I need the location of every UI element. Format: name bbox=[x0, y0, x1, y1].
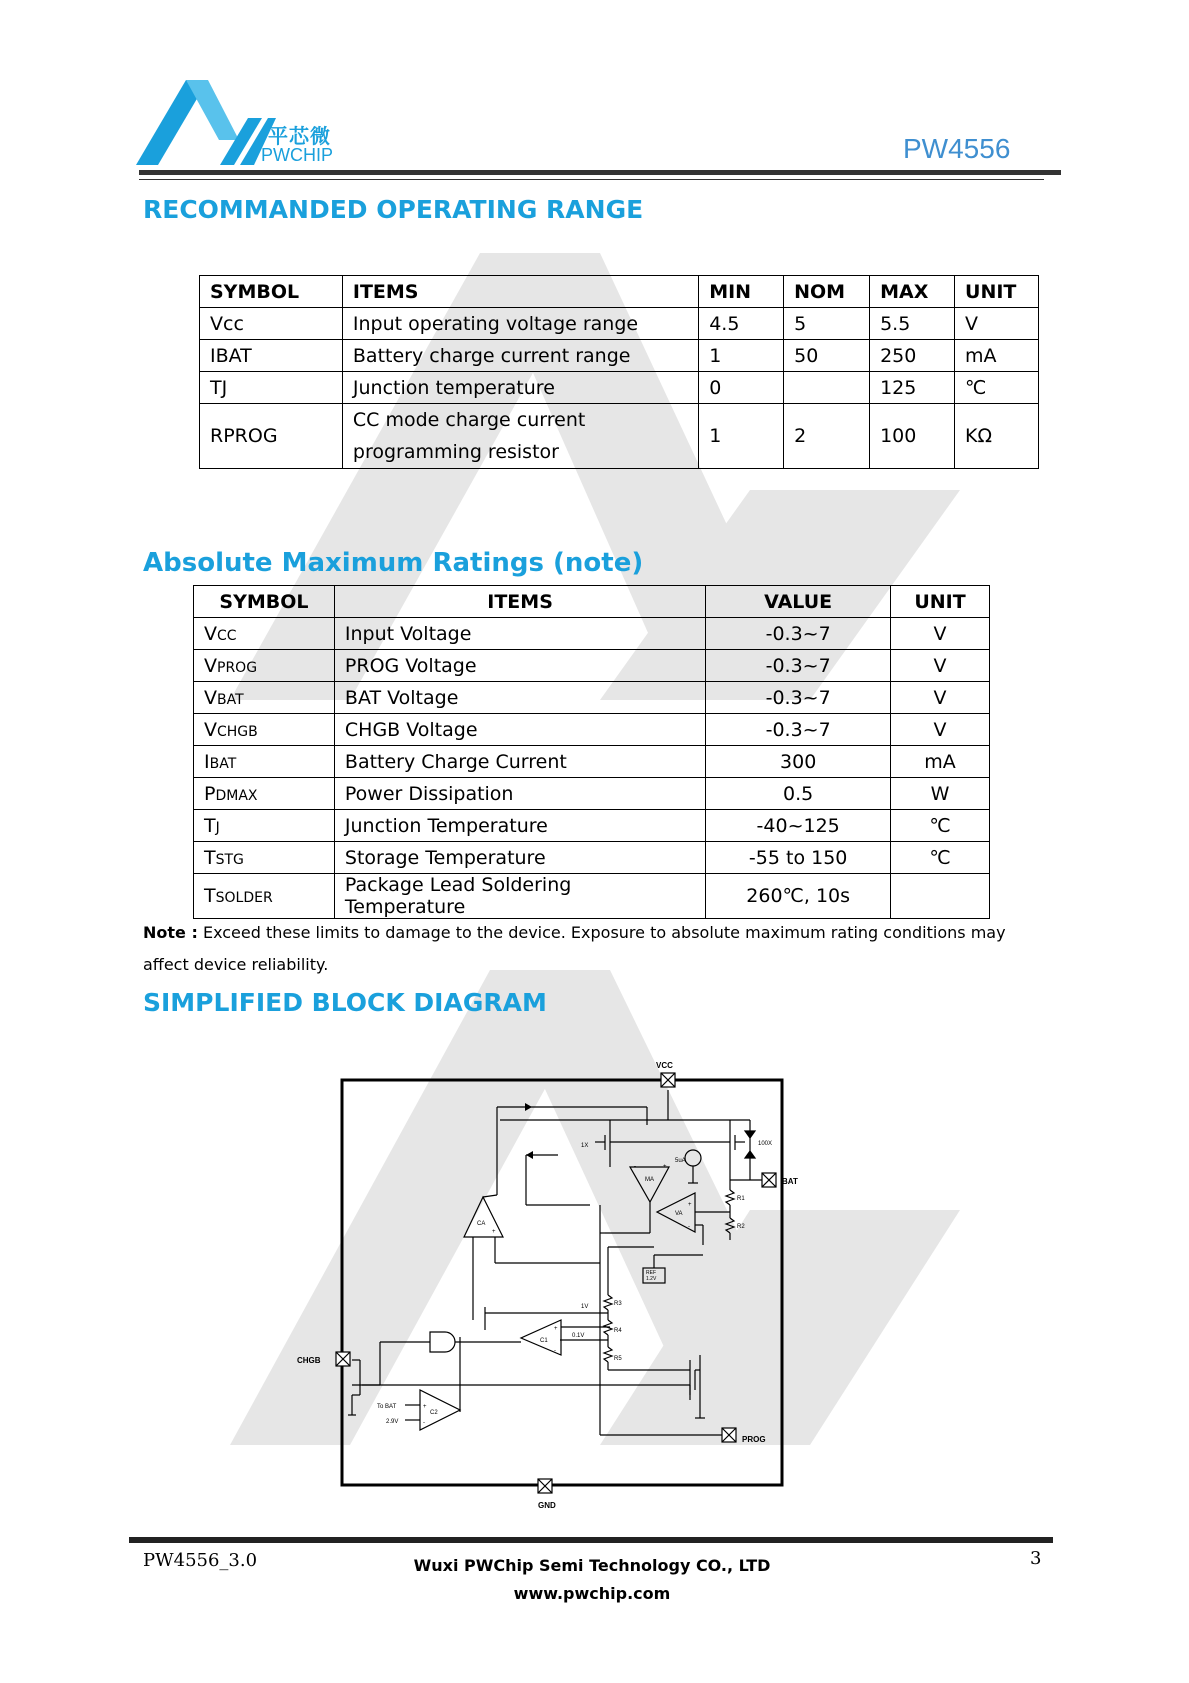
section-title-absolute-max: Absolute Maximum Ratings (note) bbox=[143, 548, 644, 578]
col-header: SYMBOL bbox=[200, 276, 343, 308]
symbol-sub: BAT bbox=[209, 755, 237, 772]
cell-unit: W bbox=[891, 778, 990, 810]
cell-symbol bbox=[194, 746, 335, 778]
label-gnd: GND bbox=[538, 1501, 556, 1510]
symbol-main: V bbox=[204, 718, 217, 741]
cell-item-line2: programming resistor bbox=[352, 441, 559, 463]
cell-symbol: RPROG bbox=[200, 404, 343, 469]
label-prog: PROG bbox=[742, 1435, 766, 1444]
pin-gnd bbox=[538, 1479, 552, 1493]
cell-max: 125 bbox=[870, 372, 955, 404]
cell-item: BAT Voltage bbox=[334, 682, 705, 714]
cell-unit bbox=[891, 874, 990, 919]
symbol-sub: CHGB bbox=[217, 723, 258, 740]
cell-item: Storage Temperature bbox=[334, 842, 705, 874]
table-row bbox=[194, 714, 990, 746]
cell-min: 1 bbox=[699, 404, 784, 469]
pin-vcc bbox=[661, 1073, 675, 1087]
col-header: NOM bbox=[784, 276, 870, 308]
col-header: UNIT bbox=[891, 586, 990, 618]
label-va: VA bbox=[675, 1211, 683, 1217]
cell-min: 0 bbox=[699, 372, 784, 404]
pin-prog bbox=[722, 1428, 736, 1442]
symbol-main: I bbox=[204, 750, 210, 773]
cell-value: -0.3~7 bbox=[706, 682, 891, 714]
cell-unit: ℃ bbox=[891, 842, 990, 874]
label-r5: R5 bbox=[614, 1356, 622, 1362]
cell-symbol bbox=[194, 682, 335, 714]
label-to-bat: To BAT bbox=[377, 1404, 397, 1410]
col-header: ITEMS bbox=[342, 276, 698, 308]
label-va-plus: + bbox=[688, 1202, 692, 1208]
pin-chgb bbox=[336, 1352, 350, 1366]
cell-symbol bbox=[194, 650, 335, 682]
cell-symbol: IBAT bbox=[200, 340, 343, 372]
label-ma-minus: - bbox=[634, 1164, 636, 1170]
company-logo-mark bbox=[136, 80, 276, 170]
symbol-sub: BAT bbox=[217, 691, 244, 708]
cell-item: Junction Temperature bbox=[334, 810, 705, 842]
table-row bbox=[200, 308, 1039, 340]
footer-rule bbox=[129, 1537, 1053, 1543]
cell-value: 260℃, 10s bbox=[706, 874, 891, 919]
label-r3: R3 bbox=[614, 1301, 622, 1307]
page-number: 3 bbox=[1030, 1548, 1042, 1569]
cell-value: -0.3~7 bbox=[706, 714, 891, 746]
label-vcc: VCC bbox=[656, 1061, 673, 1070]
label-ref: REF bbox=[646, 1270, 656, 1276]
table-row bbox=[194, 778, 990, 810]
label-chgb: CHGB bbox=[297, 1356, 321, 1365]
header-rule-thin bbox=[139, 179, 1044, 180]
label-ca: CA bbox=[477, 1221, 486, 1227]
cell-item-line1: CC mode charge current bbox=[352, 409, 586, 431]
chip-outline bbox=[342, 1080, 782, 1485]
label-va-minus: - bbox=[688, 1224, 690, 1230]
table-row bbox=[194, 650, 990, 682]
cell-value: -40~125 bbox=[706, 810, 891, 842]
cell-symbol bbox=[194, 714, 335, 746]
cell-symbol bbox=[194, 778, 335, 810]
table-row bbox=[194, 874, 990, 919]
cell-item: CHGB Voltage bbox=[334, 714, 705, 746]
cell-item: Battery charge current range bbox=[342, 340, 698, 372]
table-row bbox=[200, 404, 1039, 469]
cell-max: 5.5 bbox=[870, 308, 955, 340]
cell-item: Input operating voltage range bbox=[342, 308, 698, 340]
table-row bbox=[200, 372, 1039, 404]
cell-symbol bbox=[194, 810, 335, 842]
cell-nom: 2 bbox=[784, 404, 870, 469]
table-row bbox=[194, 682, 990, 714]
cell-item bbox=[342, 404, 698, 469]
label-ma: MA bbox=[645, 1177, 654, 1183]
label-5ua: 5uA bbox=[675, 1158, 686, 1164]
label-c2-minus: - bbox=[423, 1420, 425, 1426]
symbol-main: T bbox=[204, 814, 216, 837]
cell-nom: 50 bbox=[784, 340, 870, 372]
label-ca-plus: + bbox=[492, 1229, 496, 1235]
cell-max: 250 bbox=[870, 340, 955, 372]
cell-item: PROG Voltage bbox=[334, 650, 705, 682]
symbol-sub: PROG bbox=[217, 659, 258, 676]
symbol-sub: STG bbox=[215, 851, 244, 868]
note-label: Note : bbox=[143, 923, 198, 942]
cell-symbol: Vcc bbox=[200, 308, 343, 340]
cell-unit: V bbox=[891, 618, 990, 650]
cell-unit: mA bbox=[891, 746, 990, 778]
part-number: PW4556 bbox=[903, 133, 1011, 164]
pin-bat bbox=[762, 1173, 776, 1187]
cell-unit: ℃ bbox=[955, 372, 1039, 404]
cell-unit: V bbox=[891, 650, 990, 682]
col-header: MAX bbox=[870, 276, 955, 308]
label-c1: C1 bbox=[540, 1338, 548, 1344]
symbol-sub: SOLDER bbox=[215, 890, 273, 906]
footer-company bbox=[400, 1552, 784, 1608]
cell-value: 300 bbox=[706, 746, 891, 778]
cell-symbol bbox=[194, 618, 335, 650]
label-1v: 1V bbox=[581, 1304, 589, 1310]
cell-nom bbox=[784, 372, 870, 404]
table-row bbox=[194, 810, 990, 842]
symbol-main: V bbox=[204, 686, 217, 709]
col-header: SYMBOL bbox=[194, 586, 335, 618]
logo-english-name: PWCHIP bbox=[261, 145, 333, 165]
header-rule bbox=[139, 170, 1061, 175]
cell-item: Package Lead Soldering Temperature bbox=[334, 874, 705, 919]
symbol-main: T bbox=[204, 885, 216, 907]
cell-item: Junction temperature bbox=[342, 372, 698, 404]
col-header: MIN bbox=[699, 276, 784, 308]
cell-symbol bbox=[194, 842, 335, 874]
section-title-recommended: RECOMMANDED OPERATING RANGE bbox=[143, 195, 644, 224]
label-c2: C2 bbox=[430, 1410, 438, 1416]
table-row bbox=[194, 618, 990, 650]
symbol-sub: J bbox=[215, 819, 220, 836]
cell-unit: ℃ bbox=[891, 810, 990, 842]
cell-symbol: TJ bbox=[200, 372, 343, 404]
symbol-main: V bbox=[204, 622, 217, 645]
label-r4: R4 bbox=[614, 1328, 622, 1334]
absolute-max-ratings-table bbox=[193, 585, 990, 919]
cell-unit: V bbox=[891, 682, 990, 714]
note-text: Exceed these limits to damage to the device. Exposure to absolute maximum rating conditions may affect device reliability. bbox=[143, 923, 1006, 974]
label-bat: BAT bbox=[782, 1177, 798, 1186]
label-c2-plus: + bbox=[423, 1404, 427, 1410]
label-c1-minus: - bbox=[554, 1348, 556, 1354]
label-ref-voltage: 1.2V bbox=[646, 1276, 657, 1282]
col-header: VALUE bbox=[706, 586, 891, 618]
label-100x: 100X bbox=[758, 1141, 773, 1147]
symbol-main: V bbox=[204, 654, 217, 677]
website-link[interactable]: www.pwchip.com bbox=[513, 1584, 671, 1603]
cell-value: -0.3~7 bbox=[706, 650, 891, 682]
table-header-row bbox=[194, 586, 990, 618]
recommended-operating-table bbox=[199, 275, 1039, 469]
doc-id: PW4556_3.0 bbox=[143, 1550, 258, 1571]
cell-min: 4.5 bbox=[699, 308, 784, 340]
symbol-sub: DMAX bbox=[215, 787, 258, 804]
cell-nom: 5 bbox=[784, 308, 870, 340]
cell-unit: mA bbox=[955, 340, 1039, 372]
col-header: ITEMS bbox=[334, 586, 705, 618]
label-r2: R2 bbox=[737, 1224, 745, 1230]
col-header: UNIT bbox=[955, 276, 1039, 308]
cell-max: 100 bbox=[870, 404, 955, 469]
label-1x: 1X bbox=[581, 1143, 589, 1149]
cell-unit: KΩ bbox=[955, 404, 1039, 469]
cell-item: Battery Charge Current bbox=[334, 746, 705, 778]
table-row bbox=[200, 340, 1039, 372]
cell-min: 1 bbox=[699, 340, 784, 372]
label-ma-plus: + bbox=[663, 1164, 667, 1170]
cell-value: -55 to 150 bbox=[706, 842, 891, 874]
company-name: Wuxi PWChip Semi Technology CO., LTD bbox=[413, 1556, 771, 1575]
cell-unit: V bbox=[891, 714, 990, 746]
cell-value: -0.3~7 bbox=[706, 618, 891, 650]
section-title-block-diagram: SIMPLIFIED BLOCK DIAGRAM bbox=[143, 988, 547, 1017]
symbol-sub: CC bbox=[217, 627, 237, 644]
cell-value: 0.5 bbox=[706, 778, 891, 810]
label-2-9v: 2.9V bbox=[386, 1419, 399, 1425]
label-01v: 0.1V bbox=[572, 1333, 585, 1339]
logo-chinese-name: 平芯微 bbox=[268, 124, 331, 148]
label-c1-plus: + bbox=[554, 1326, 558, 1332]
cell-unit: V bbox=[955, 308, 1039, 340]
symbol-main: T bbox=[204, 846, 216, 869]
table-row bbox=[194, 746, 990, 778]
ratings-note bbox=[143, 917, 1043, 981]
symbol-main: P bbox=[204, 782, 216, 805]
cell-symbol bbox=[194, 874, 335, 919]
label-r1: R1 bbox=[737, 1196, 745, 1202]
cell-item: Power Dissipation bbox=[334, 778, 705, 810]
table-header-row bbox=[200, 276, 1039, 308]
table-row bbox=[194, 842, 990, 874]
block-diagram bbox=[290, 1050, 830, 1520]
cell-item: Input Voltage bbox=[334, 618, 705, 650]
